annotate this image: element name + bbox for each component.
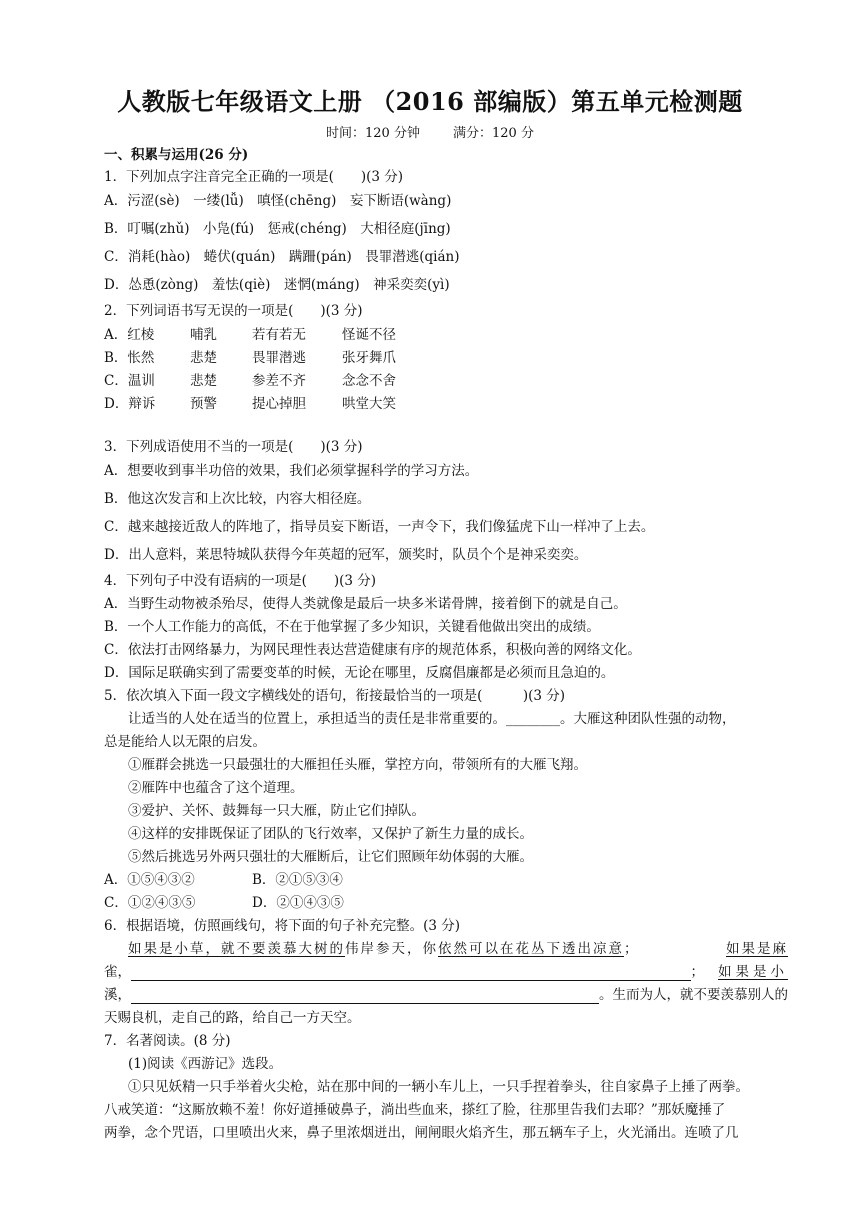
- q7-passage-line: 八戒笑道：“这厮放赖不羞！你好道捶破鼻子，淌出些血来，搽红了脸，往那里告我们去耶？”那妖魔捶了: [104, 1102, 726, 1118]
- q2-word: B．怅然: [104, 350, 155, 366]
- q5-option-b: B．②①⑤③④: [252, 872, 343, 888]
- q3-option-d: D．出人意料，莱思特城队获得今年英超的冠军，颁奖时，队员个个是神采奕奕。: [104, 547, 588, 563]
- q2-word: 哺乳: [190, 327, 217, 343]
- q4-option-d: D．国际足联确实到了需要变革的时候，无论在哪里，反腐倡廉都是必须而且急迫的。: [104, 665, 615, 681]
- q5-item: ②雁阵中也蕴含了这个道理。: [128, 780, 304, 796]
- q2-word: 畏罪潜逃: [252, 350, 306, 366]
- q6-answer-blank[interactable]: [131, 989, 599, 1004]
- q7-passage-line: ①只见妖精一只手举着火尖枪，站在那中间的一辆小车儿上，一只手捏着拳头，往自家鼻子上捶了两拳。: [128, 1079, 749, 1095]
- q6-underlined-phrase: 如果是小: [718, 964, 788, 980]
- q1-option-c: C．消耗(hào) 蜷伏(quán) 蹒跚(pán) 畏罪潜逃(qián): [104, 249, 460, 265]
- q2-stem: 2．下列词语书写无误的一项是( )(3 分): [104, 303, 363, 319]
- q2-row-c: [104, 372, 396, 390]
- q6-text: ；: [690, 964, 704, 980]
- q2-word: 怪诞不径: [342, 327, 396, 343]
- q4-option-b: B．一个人工作能力的高低，不在于他掌握了多少知识，关键看他做出突出的成绩。: [104, 619, 600, 635]
- q5-item: ①雁群会挑选一只最强壮的大雁担任头雁，掌控方向，带领所有的大雁飞翔。: [128, 757, 587, 773]
- q6-answer-blank[interactable]: [131, 966, 691, 981]
- q2-row-b: [104, 349, 396, 367]
- q2-word: A．红棱: [104, 327, 155, 343]
- q2-word: 哄堂大笑: [342, 396, 396, 412]
- q1-option-d: D．怂恿(zòng) 羞怯(qiè) 迷惘(máng) 神采奕奕(yì): [104, 277, 450, 293]
- q4-option-a: A．当野生动物被杀殆尽，使得人类就像是最后一块多米诺骨牌，接着倒下的就是自己。: [104, 596, 627, 612]
- q3-option-b: B．他这次发言和上次比较，内容大相径庭。: [104, 491, 371, 507]
- q6-text: 雀，: [104, 964, 131, 980]
- q2-word: 悲楚: [190, 373, 217, 389]
- q7-passage-line: 两拳，念个咒语，口里喷出火来，鼻子里浓烟迸出，闸闸眼火焰齐生，那五辆车子上，火光涌出。连喷了几: [104, 1125, 739, 1141]
- q5-option-d: D．②①④③⑤: [252, 895, 344, 911]
- q2-word: 预警: [190, 396, 217, 412]
- q6-line2: [104, 963, 788, 981]
- q5-passage-line1: 让适当的人处在适当的位置上，承担适当的责任是非常重要的。________。大雁这种团队性强的动物，: [128, 711, 736, 727]
- q4-option-c: C．依法打击网络暴力，为网民理性表达营造健康有序的规范体系，积极向善的网络文化。: [104, 642, 641, 658]
- q5-item: ③爱护、关怀、鼓舞每一只大雁，防止它们掉队。: [128, 803, 425, 819]
- q2-word: 悲楚: [190, 350, 217, 366]
- q6-line3: [104, 986, 788, 1004]
- exam-meta: 时间：120 分钟 满分：120 分: [326, 126, 534, 141]
- q3-option-c: C．越来越接近敌人的阵地了，指导员妄下断语，一声令下，我们像猛虎下山一样冲了上去。: [104, 519, 655, 535]
- q5-passage-line2: 总是能给人以无限的启发。: [104, 734, 266, 750]
- q7-subheading: (1)阅读《西游记》选段。: [128, 1056, 283, 1072]
- q2-word: 提心掉胆: [252, 396, 306, 412]
- q2-word: 张牙舞爪: [342, 350, 396, 366]
- q5-options-row1: [104, 871, 343, 889]
- q3-option-a: A．想要收到事半功倍的效果，我们必须掌握科学的学习方法。: [104, 463, 479, 479]
- q2-word: 若有若无: [252, 327, 306, 343]
- q7-stem: 7．名著阅读。(8 分): [104, 1033, 231, 1049]
- q2-word: C．温训: [104, 373, 155, 389]
- q5-item: ④这样的安排既保证了团队的飞行效率，又保护了新生力量的成长。: [128, 826, 533, 842]
- q6-text: 伟岸参天，你: [345, 941, 438, 957]
- q6-text: 溪，: [104, 987, 131, 1003]
- q6-text: 。生而为人，就不要羡慕别人的: [599, 987, 788, 1003]
- q6-underlined-phrase: 如果是小草，: [128, 941, 221, 957]
- q2-word: D．辩诉: [104, 396, 156, 412]
- q6-underlined-phrase: 如果是麻: [726, 941, 788, 957]
- q1-option-b: B．叮嘱(zhǔ) 小凫(fú) 惩戒(chéng) 大相径庭(jīng): [104, 221, 451, 237]
- q6-underlined-phrase: 就不要羡慕大树的: [221, 941, 345, 957]
- q5-option-c: C．①②④③⑤: [104, 895, 196, 911]
- q1-stem: 1．下列加点字注音完全正确的一项是( )(3 分): [104, 169, 404, 185]
- q4-stem: 4．下列句子中没有语病的一项是( )(3 分): [104, 573, 377, 589]
- q6-stem: 6．根据语境，仿照画线句，将下面的句子补充完整。(3 分): [104, 918, 461, 934]
- q6-line4: 天赐良机，走自己的路，给自己一方天空。: [104, 1010, 361, 1026]
- q5-option-a: A．①⑤④③②: [104, 872, 195, 888]
- q6-line1: [128, 940, 788, 958]
- q5-stem: 5．依次填入下面一段文字横线处的语句，衔接最恰当的一项是( )(3 分): [104, 688, 566, 704]
- page-title: 人教版七年级语文上册 （2016 部编版）第五单元检测题: [117, 87, 743, 116]
- q1-option-a: A．污涩(sè) 一缕(lǚ) 嗔怪(chēng) 妄下断语(wàng): [104, 193, 452, 209]
- q5-item: ⑤然后挑选另外两只强壮的大雁断后，让它们照顾年幼体弱的大雁。: [128, 849, 533, 865]
- q2-word: 念念不舍: [342, 373, 396, 389]
- q2-word: 参差不齐: [252, 373, 306, 389]
- q2-row-a: [104, 326, 396, 344]
- section-heading: 一、积累与运用(26 分): [104, 147, 249, 163]
- q5-options-row2: [104, 894, 344, 912]
- q2-row-d: [104, 395, 396, 413]
- q6-underlined-phrase: 依然可以在花丛下透出凉意: [438, 941, 624, 957]
- q6-text: ；: [624, 941, 640, 957]
- q3-stem: 3．下列成语使用不当的一项是( )(3 分): [104, 439, 363, 455]
